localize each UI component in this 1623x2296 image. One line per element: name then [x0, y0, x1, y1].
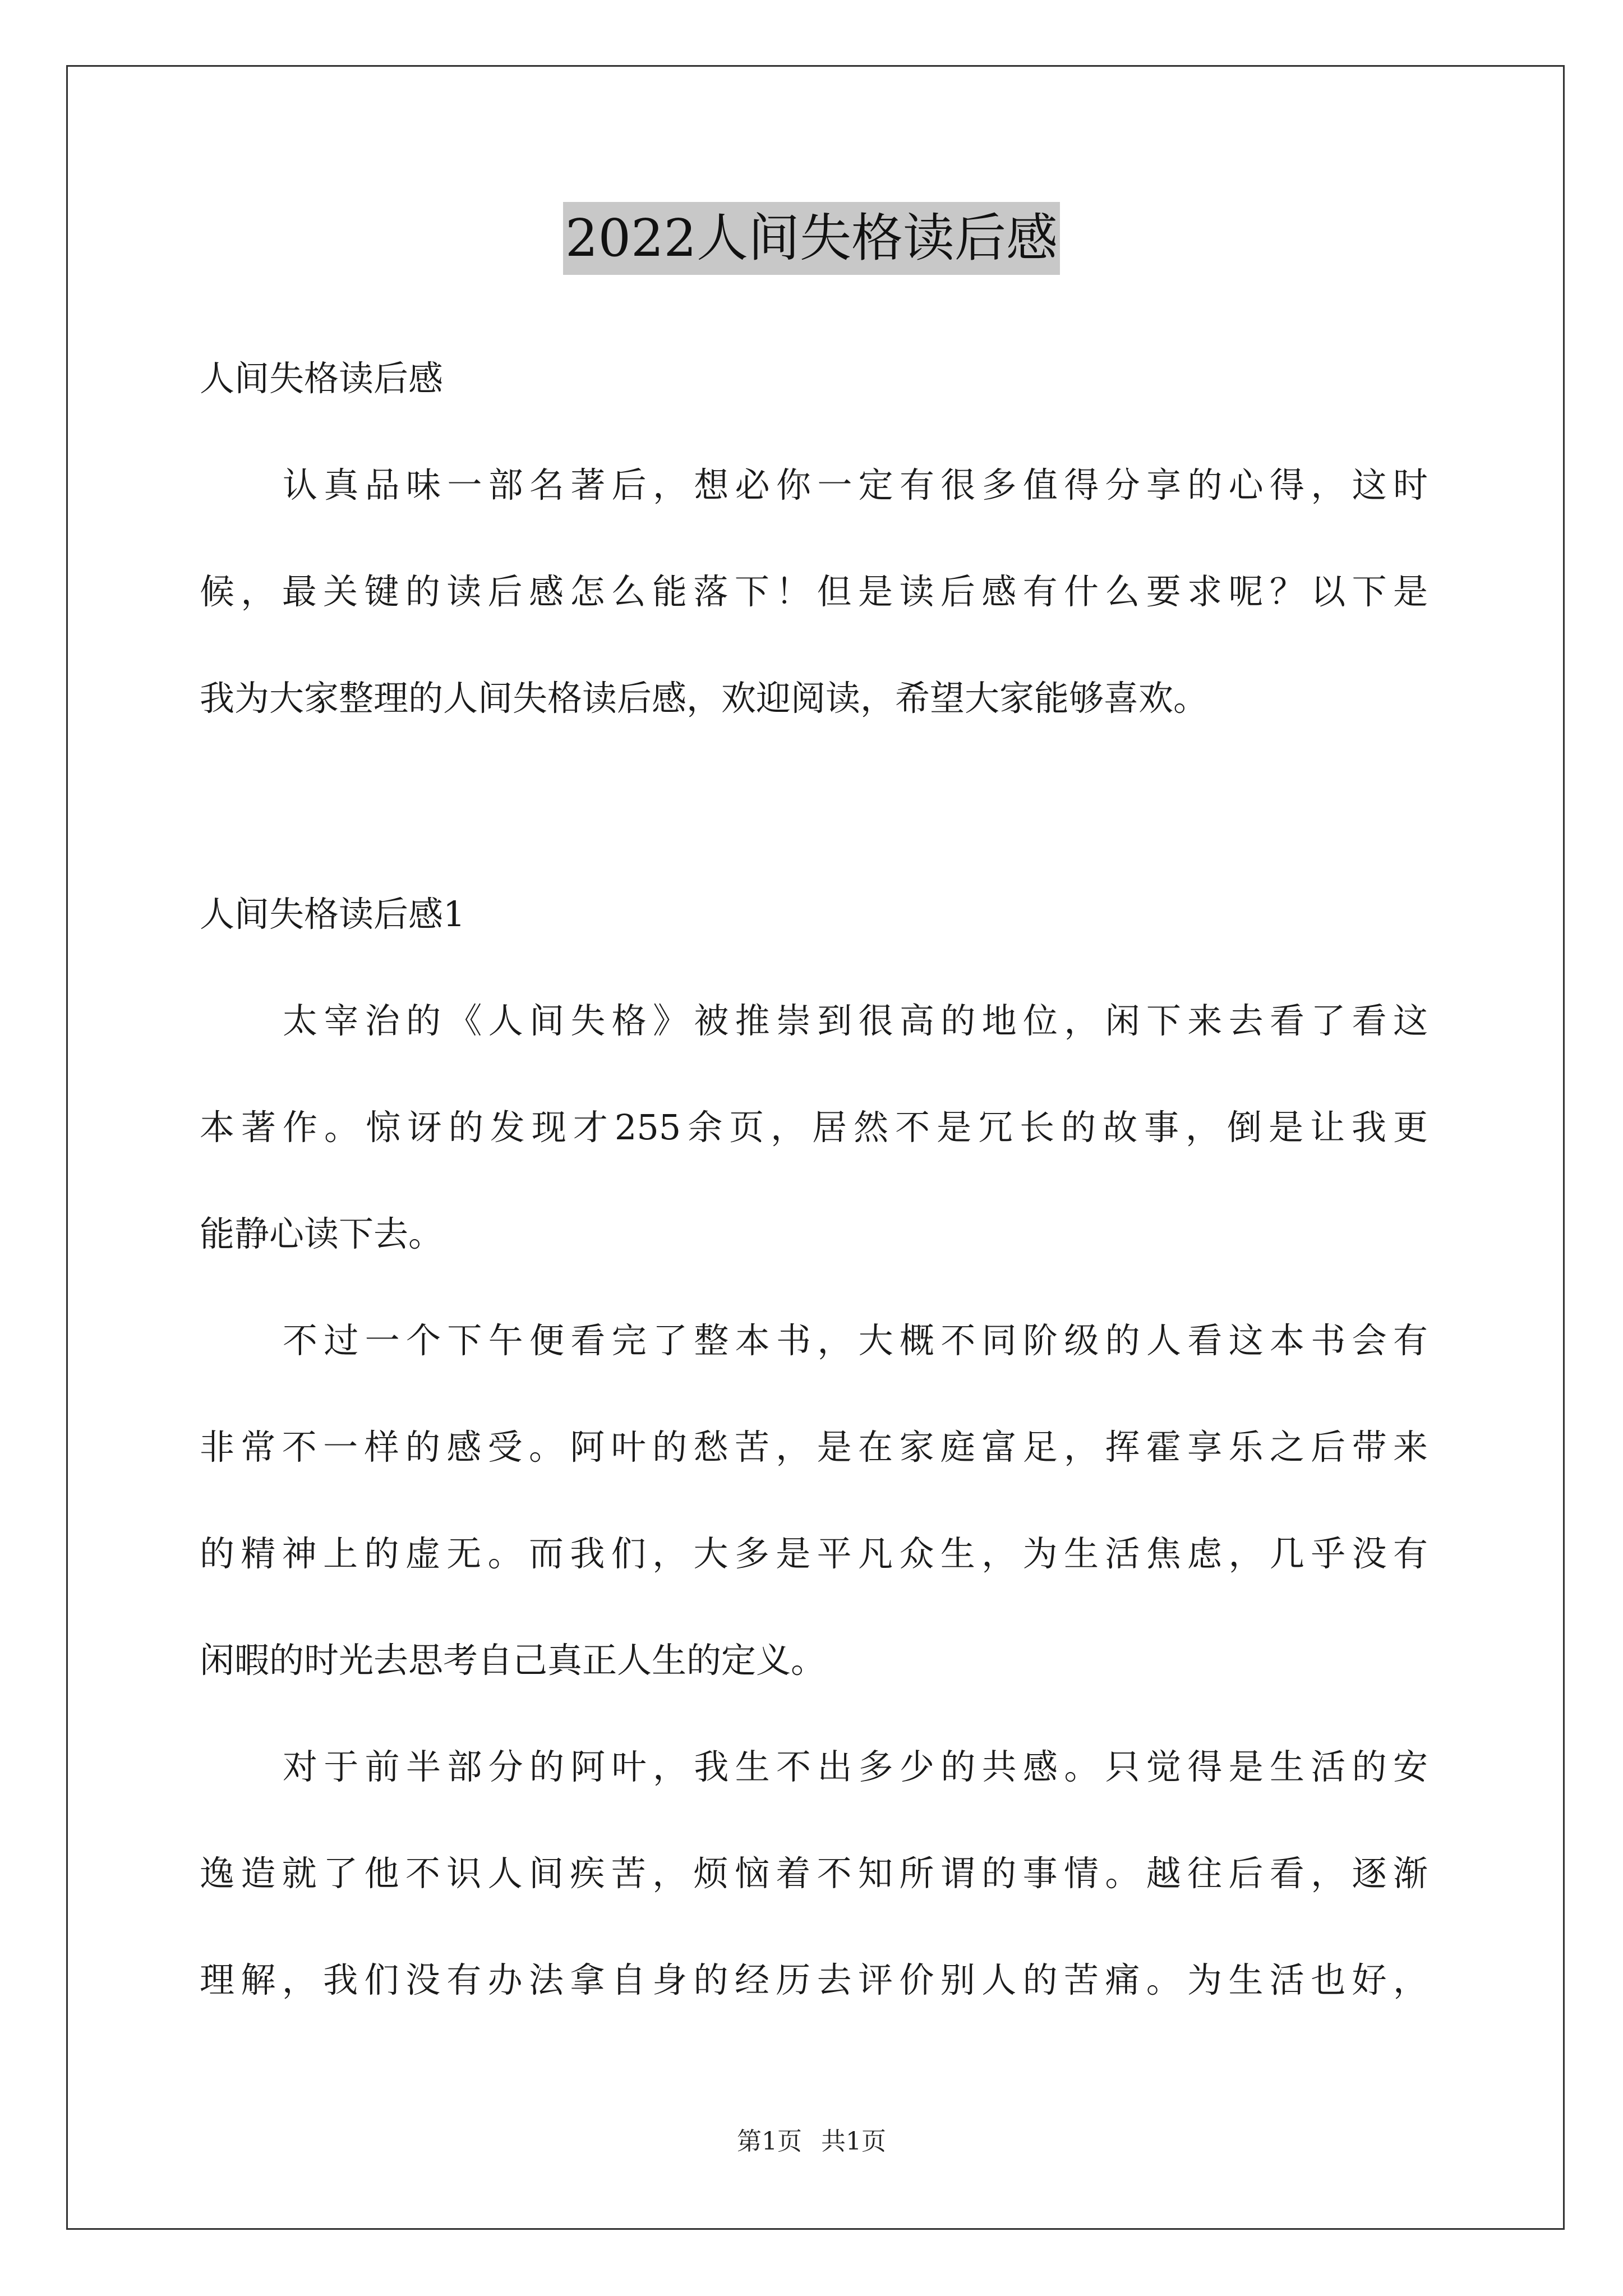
section1-paragraph2-line: 的精神上的虚无。而我们，大多是平凡众生，为生活焦虑，几乎没有 — [200, 1533, 1428, 1574]
section1-paragraph1-line: 太宰治的《人间失格》被推崇到很高的地位，闲下来去看了看这 — [283, 1000, 1428, 1041]
page-number-total: 共1页 — [821, 2127, 886, 2156]
section1-paragraph3-line: 对于前半部分的阿叶，我生不出多少的共感。只觉得是生活的安 — [283, 1746, 1428, 1787]
page-number-current: 第1页 — [737, 2127, 802, 2156]
section1-paragraph1-line: 能静心读下去。 — [200, 1213, 444, 1254]
section1-paragraph3-line: 理解，我们没有办法拿自身的经历去评价别人的苦痛。为生活也好， — [200, 1959, 1428, 2000]
section1-paragraph2-line: 闲暇的时光去思考自己真正人生的定义。 — [200, 1640, 826, 1681]
section1-paragraph1-line: 本著作。惊讶的发现才255余页，居然不是冗长的故事，倒是让我更 — [200, 1107, 1428, 1148]
intro-paragraph-line: 候，最关键的读后感怎么能落下！但是读后感有什么要求呢？以下是 — [200, 571, 1428, 612]
intro-heading: 人间失格读后感 — [200, 358, 444, 399]
intro-paragraph-line: 我为大家整理的人间失格读后感，欢迎阅读，希望大家能够喜欢。 — [200, 678, 1209, 719]
title-container — [0, 202, 1623, 275]
section1-paragraph2-line: 非常不一样的感受。阿叶的愁苦，是在家庭富足，挥霍享乐之后带来 — [200, 1427, 1428, 1467]
intro-paragraph-line: 认真品味一部名著后，想必你一定有很多值得分享的心得，这时 — [283, 464, 1428, 505]
section1-paragraph2-line: 不过一个下午便看完了整本书，大概不同阶级的人看这本书会有 — [283, 1320, 1428, 1361]
document-title: 2022人间失格读后感 — [563, 202, 1060, 275]
page-footer — [0, 2125, 1623, 2159]
section1-heading: 人间失格读后感1 — [200, 894, 465, 935]
section1-paragraph3-line: 逸造就了他不识人间疾苦，烦恼着不知所谓的事情。越往后看，逐渐 — [200, 1853, 1428, 1894]
